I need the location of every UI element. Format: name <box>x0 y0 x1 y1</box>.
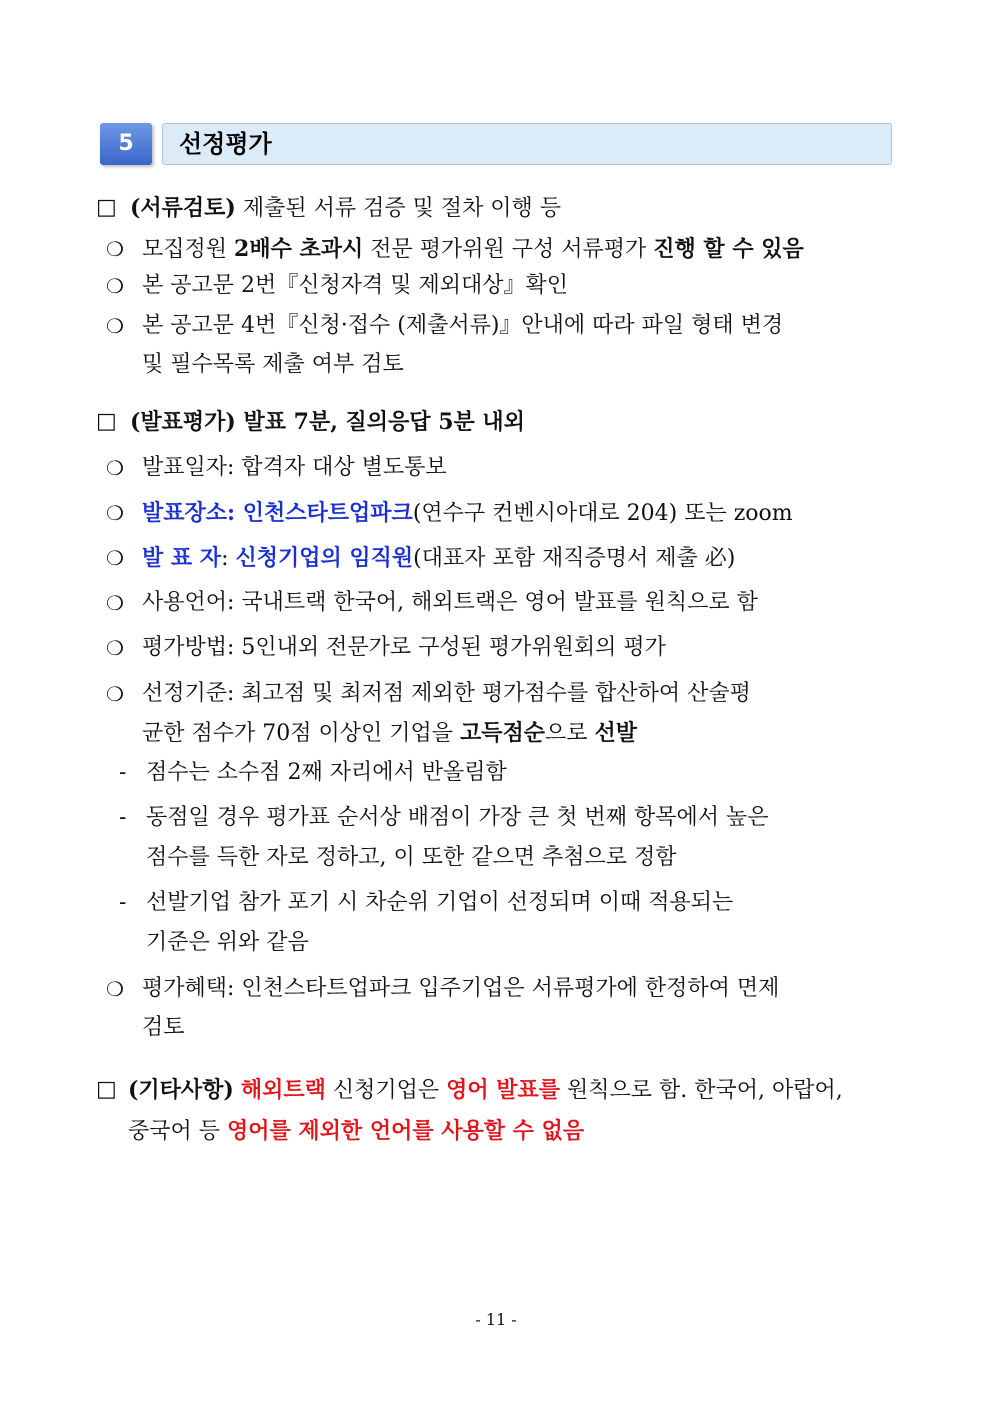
square-bullet-icon: □ <box>96 195 117 220</box>
block2-item7-line1: 평가혜택: 인천스타트업파크 입주기업은 서류평가에 한정하여 면제 <box>142 976 780 1001</box>
block1-item2: 본 공고문 2번『신청자격 및 제외대상』확인 <box>142 273 569 298</box>
block2-item2: 발표장소: 인천스타트업파크(연수구 컨벤시아대로 204) 또는 zoom <box>142 500 793 526</box>
page-number: - 11 - <box>475 1310 517 1329</box>
block2-item7-line2: 검토 <box>142 1015 185 1040</box>
block2-sub1: 점수는 소수점 2째 자리에서 반올림함 <box>146 760 507 785</box>
block2-heading: (발표평가) 발표 7분, 질의응답 5분 내외 <box>130 409 525 435</box>
block1-heading: (서류검토) 제출된 서류 검증 및 절차 이행 등 <box>130 195 562 221</box>
block2-item1: 발표일자: 합격자 대상 별도통보 <box>142 455 447 480</box>
circle-bullet-icon: ❍ <box>106 546 124 570</box>
square-bullet-icon: □ <box>96 409 117 434</box>
block2-item6-line1: 선정기준: 최고점 및 최저점 제외한 평가점수를 합산하여 산술평 <box>142 681 751 706</box>
block1-item3-line2: 및 필수목록 제출 여부 검토 <box>142 352 404 377</box>
block2-sub2-line1: 동점일 경우 평가표 순서상 배점이 가장 큰 첫 번째 항목에서 높은 <box>146 805 769 830</box>
circle-bullet-icon: ❍ <box>106 456 124 480</box>
circle-bullet-icon: ❍ <box>106 501 124 525</box>
block2-sub2-line2: 점수를 득한 자로 정하고, 이 또한 같으면 추첨으로 정함 <box>146 845 677 870</box>
dash-bullet-icon: - <box>119 890 127 915</box>
block2-item5: 평가방법: 5인내외 전문가로 구성된 평가위원회의 평가 <box>142 635 666 660</box>
block3-line1: (기타사항) 해외트랙 신청기업은 영어 발표를 원칙으로 함. 한국어, 아랍어, <box>128 1077 843 1103</box>
circle-bullet-icon: ❍ <box>106 314 124 338</box>
square-bullet-icon: □ <box>96 1077 117 1102</box>
block1-item1: 모집정원 2배수 초과시 전문 평가위원 구성 서류평가 진행 할 수 있음 <box>142 236 804 262</box>
section-title-box <box>162 123 892 165</box>
circle-bullet-icon: ❍ <box>106 591 124 615</box>
dash-bullet-icon: - <box>119 805 127 830</box>
dash-bullet-icon: - <box>119 760 127 785</box>
block2-item6-line2: 균한 점수가 70점 이상인 기업을 고득점순으로 선발 <box>142 720 638 746</box>
circle-bullet-icon: ❍ <box>106 274 124 298</box>
circle-bullet-icon: ❍ <box>106 237 124 261</box>
section-number-badge: 5 <box>100 123 152 165</box>
circle-bullet-icon: ❍ <box>106 636 124 660</box>
block2-item3: 발 표 자: 신청기업의 임직원(대표자 포함 재직증명서 제출 必) <box>142 545 736 571</box>
block2-sub3-line2: 기준은 위와 같음 <box>146 930 309 955</box>
section-title: 선정평가 <box>179 130 272 158</box>
block2-sub3-line1: 선발기업 참가 포기 시 차순위 기업이 선정되며 이때 적용되는 <box>146 890 734 915</box>
circle-bullet-icon: ❍ <box>106 682 124 706</box>
block3-line2: 중국어 등 영어를 제외한 언어를 사용할 수 없음 <box>128 1118 585 1144</box>
block1-item3-line1: 본 공고문 4번『신청·접수 (제출서류)』안내에 따라 파일 형태 변경 <box>142 313 784 338</box>
block2-item4: 사용언어: 국내트랙 한국어, 해외트랙은 영어 발표를 원칙으로 함 <box>142 590 758 615</box>
circle-bullet-icon: ❍ <box>106 977 124 1001</box>
